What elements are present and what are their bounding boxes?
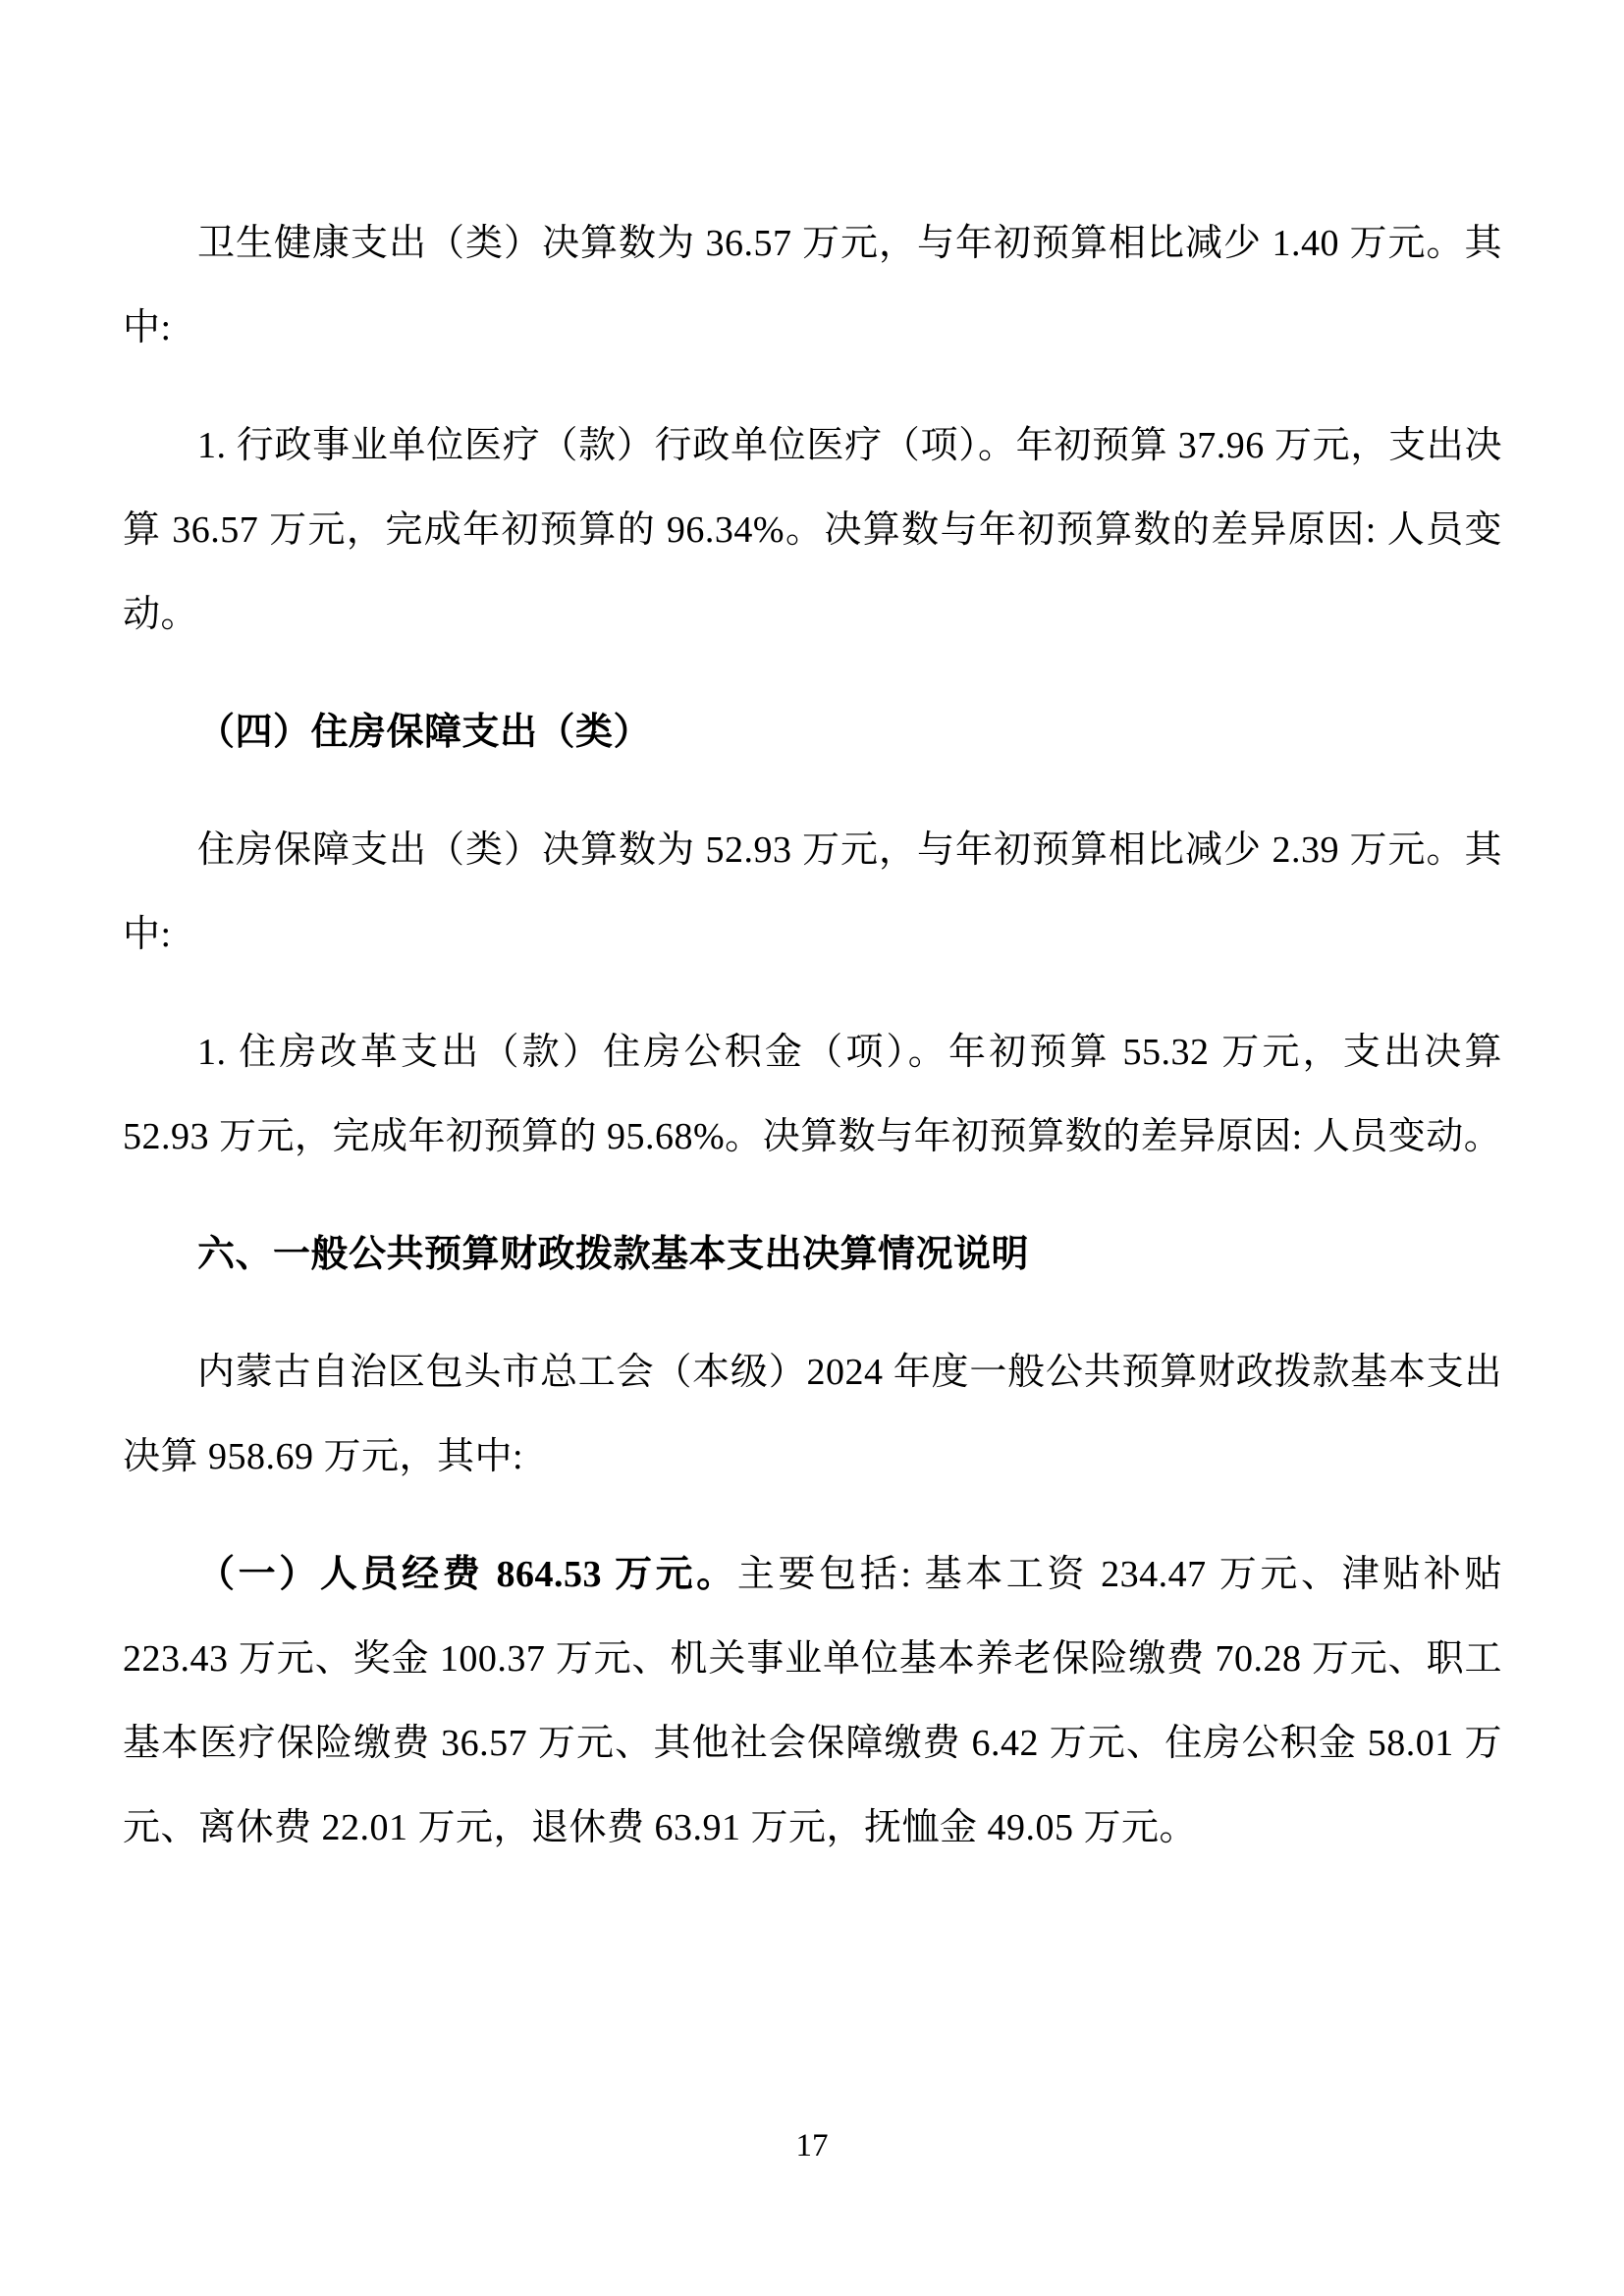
personnel-funds-lead: （一）人员经费 864.53 万元。 — [197, 1554, 737, 1595]
personnel-funds-detail: 主要包括: 基本工资 234.47 万元、津贴补贴 223.43 万元、奖金 100.37 万元、机关事业单位基本养老保险缴费 70.28 万元、职工基本医疗保险缴费 36.57 万元、其他社会保障缴费 6.42 万元、住房公积金 58.01 万元、离休费 22.01 万元，退休费 63.91 万元，抚恤金 49.05 万元。 — [123, 1554, 1502, 1848]
paragraph-health-expenditure-summary: 卫生健康支出（类）决算数为 36.57 万元，与年初预算相比减少 1.40 万元。其中: — [123, 223, 1502, 348]
document-body — [123, 201, 1502, 1903]
paragraph-housing-reform-detail: 1. 住房改革支出（款）住房公积金（项）。年初预算 55.32 万元，支出决算 52.93 万元，完成年初预算的 95.68%。决算数与年初预算数的差异原因: 人员变动。 — [123, 1032, 1502, 1157]
paragraph-union-basic-expenditure-total: 内蒙古自治区包头市总工会（本级）2024 年度一般公共预算财政拨款基本支出决算 958.69 万元，其中: — [123, 1352, 1502, 1477]
paragraph-personnel-funds-breakdown — [123, 1532, 1502, 1870]
heading-housing-security-expenditure: （四）住房保障支出（类） — [197, 712, 652, 753]
page-number: 17 — [795, 2128, 829, 2163]
paragraph-admin-medical-detail: 1. 行政事业单位医疗（款）行政单位医疗（项）。年初预算 37.96 万元，支出决算 36.57 万元，完成年初预算的 96.34%。决算数与年初预算数的差异原因: 人员变动。 — [123, 425, 1502, 635]
paragraph-housing-security-summary: 住房保障支出（类）决算数为 52.93 万元，与年初预算相比减少 2.39 万元。其中: — [123, 829, 1502, 955]
heading-section-six-basic-expenditure: 六、一般公共预算财政拨款基本支出决算情况说明 — [197, 1234, 1030, 1275]
